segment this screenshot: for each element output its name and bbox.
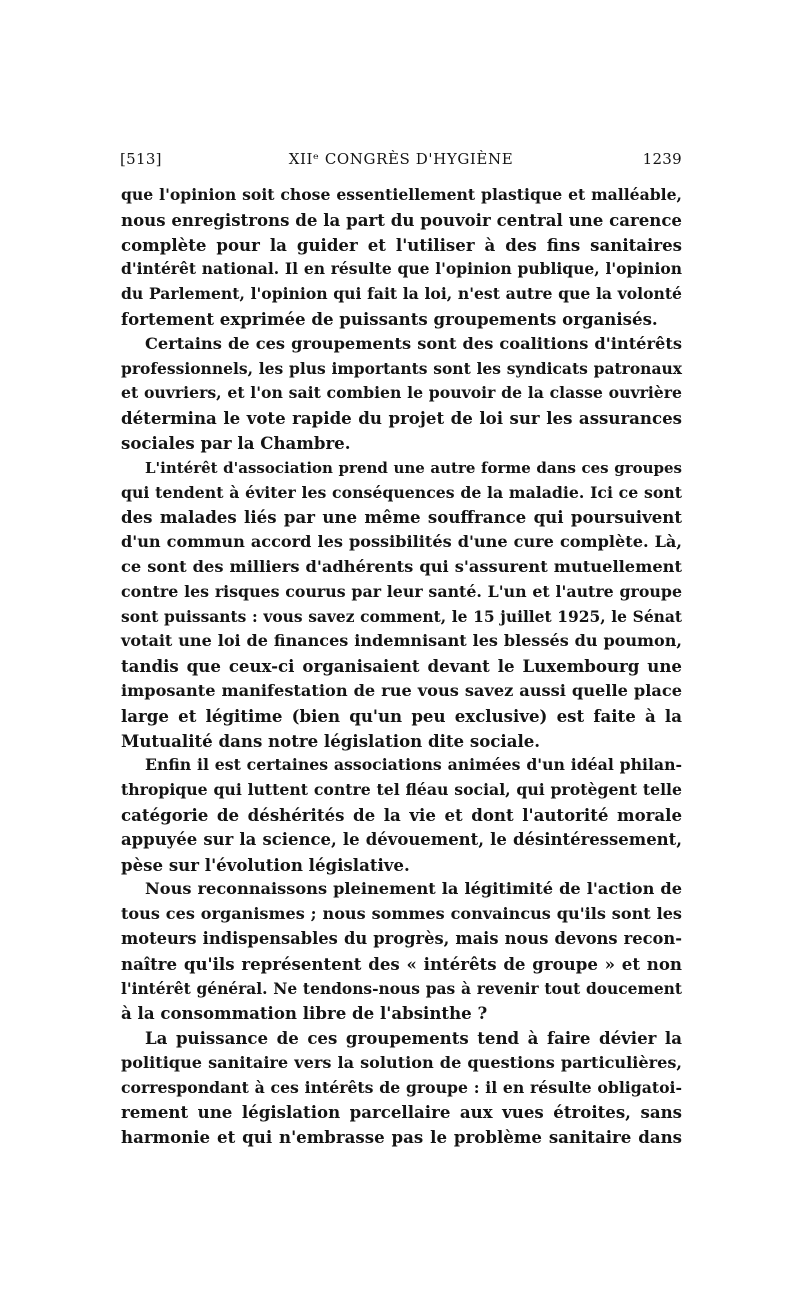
- text-line: Mutualité dans notre législation dite sociale.: [121, 730, 541, 751]
- text-line: qui tendent à éviter les conséquences de la maladie. Ici ce sont: [121, 482, 682, 502]
- text-line: l'intérêt général. Ne tendons-nous pas à revenir tout doucement: [121, 979, 682, 998]
- text-line: détermina le vote rapide du projet de loi sur les assurances: [121, 408, 682, 429]
- text-line: ce sont des milliers d'adhérents qui s'assurent mutuellement: [121, 556, 682, 576]
- text-line: catégorie de déshérités de la vie et dont l'autorité morale: [121, 804, 682, 825]
- text-line: d'intérêt national. Il en résulte que l'opinion publique, l'opinion: [121, 259, 682, 279]
- text-line: et ouvriers, et l'on sait combien le pouvoir de la classe ouvrière: [121, 383, 682, 403]
- text-line: L'intérêt d'association prend une autre forme dans ces groupes: [145, 458, 682, 477]
- text-line: tous ces organismes ; nous sommes convaincus qu'ils sont les: [121, 904, 682, 924]
- running-title: XIIᵉ CONGRÈS D'HYGIÈNE: [288, 150, 514, 168]
- text-line: fortement exprimée de puissants groupements organisés.: [121, 308, 658, 329]
- text-line: imposante manifestation de rue vous savez aussi quelle place: [121, 680, 682, 700]
- text-line: harmonie et qui n'embrasse pas le problème sanitaire dans: [121, 1127, 682, 1148]
- text-line: politique sanitaire vers la solution de questions particulières,: [121, 1052, 682, 1072]
- text-line: Enfin il est certaines associations animées d'un idéal philan-: [145, 755, 682, 775]
- text-line: sociales par la Chambre.: [121, 432, 351, 453]
- text-line: votait une loi de finances indemnisant les blessés du poumon,: [121, 631, 682, 651]
- text-line: nous enregistrons de la part du pouvoir central une carence: [121, 209, 682, 230]
- text-line: rement une législation parcellaire aux vues étroites, sans: [121, 1102, 682, 1123]
- text-line: contre les risques courus par leur santé. L'un et l'autre groupe: [121, 581, 682, 601]
- text-line: large et légitime (bien qu'un peu exclusive) est faite à la: [121, 705, 682, 726]
- text-line: sont puissants : vous savez comment, le 15 juillet 1925, le Sénat: [121, 606, 682, 626]
- text-line: d'un commun accord les possibilités d'une cure complète. Là,: [121, 532, 682, 552]
- page-reference: [513]: [120, 150, 162, 168]
- text-line: appuyée sur la science, le dévouement, le désintéressement,: [121, 829, 682, 849]
- text-line: naître qu'ils représentent des « intérêts de groupe » et non: [121, 953, 682, 974]
- text-line: moteurs indispensables du progrès, mais nous devons recon-: [121, 928, 682, 948]
- text-line: complète pour la guider et l'utiliser à des fins sanitaires: [121, 234, 682, 255]
- text-line: thropique qui luttent contre tel fléau social, qui protègent telle: [121, 780, 682, 800]
- text-line: professionnels, les plus importants sont les syndicats patronaux: [121, 358, 682, 378]
- text-line: pèse sur l'évolution législative.: [121, 854, 410, 875]
- running-header: [120, 150, 682, 172]
- text-line: des malades liés par une même souffrance qui poursuivent: [121, 507, 682, 528]
- text-line: Certains de ces groupements sont des coalitions d'intérêts: [145, 333, 682, 353]
- text-line: tandis que ceux-ci organisaient devant le Luxembourg une: [121, 656, 682, 677]
- text-line: La puissance de ces groupements tend à faire dévier la: [145, 1028, 682, 1049]
- text-line: du Parlement, l'opinion qui fait la loi, n'est autre que la volonté: [121, 284, 682, 304]
- text-line: que l'opinion soit chose essentiellement plastique et malléable,: [121, 185, 682, 204]
- body-text: [121, 183, 682, 1150]
- text-line: à la consommation libre de l'absinthe ?: [121, 1003, 488, 1024]
- page-number: 1239: [642, 150, 682, 168]
- text-line: correspondant à ces intérêts de groupe : il en résulte obligatoi-: [121, 1077, 682, 1097]
- text-line: Nous reconnaissons pleinement la légitimité de l'action de: [145, 879, 682, 899]
